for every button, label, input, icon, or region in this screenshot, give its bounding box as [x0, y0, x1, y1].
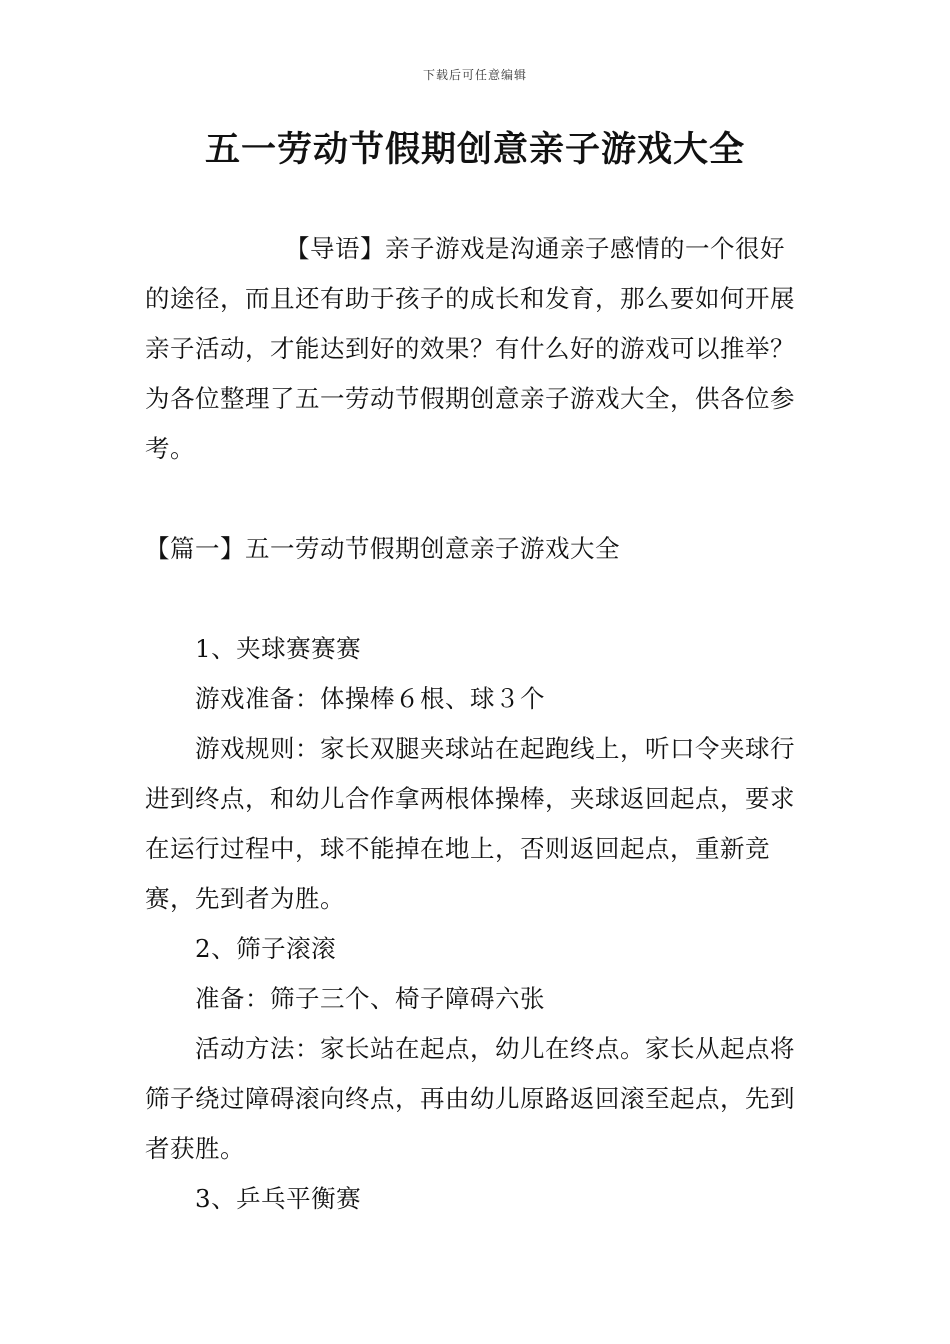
- game-2-title: 2、筛子滚滚: [195, 934, 337, 963]
- game-2-rules: 活动方法：家长站在起点，幼儿在终点。家长从起点将筛子绕过障碍滚向终点，再由幼儿原路返回滚至起点，先到者获胜。: [145, 1034, 795, 1163]
- game-1-title: 1、夹球赛赛赛: [195, 634, 362, 663]
- game-1-rules: 游戏规则：家长双腿夹球站在起跑线上，听口令夹球行进到终点，和幼儿合作拿两根体操棒，夹球返回起点，要求在运行过程中，球不能掉在地上，否则返回起点，重新竞赛，先到者为胜。: [145, 734, 795, 913]
- game-2-prep: 准备：筛子三个、椅子障碍六张: [195, 984, 545, 1013]
- header-note: 下载后可任意编辑: [422, 68, 527, 82]
- intro-paragraph: 【导语】亲子游戏是沟通亲子感情的一个很好的途径，而且还有助于孩子的成长和发育，那么要如何开展亲子活动，才能达到好的效果？有什么好的游戏可以推举？为各位整理了五一劳动节假期创意亲子游戏大全，供各位参考。: [145, 234, 795, 463]
- game-3-title: 3、乒乓平衡赛: [195, 1184, 362, 1213]
- section-heading: 【篇一】五一劳动节假期创意亲子游戏大全: [145, 534, 620, 563]
- game-1-prep: 游戏准备：体操棒６根、球３个: [195, 684, 545, 713]
- document-title: 五一劳动节假期创意亲子游戏大全: [204, 129, 745, 170]
